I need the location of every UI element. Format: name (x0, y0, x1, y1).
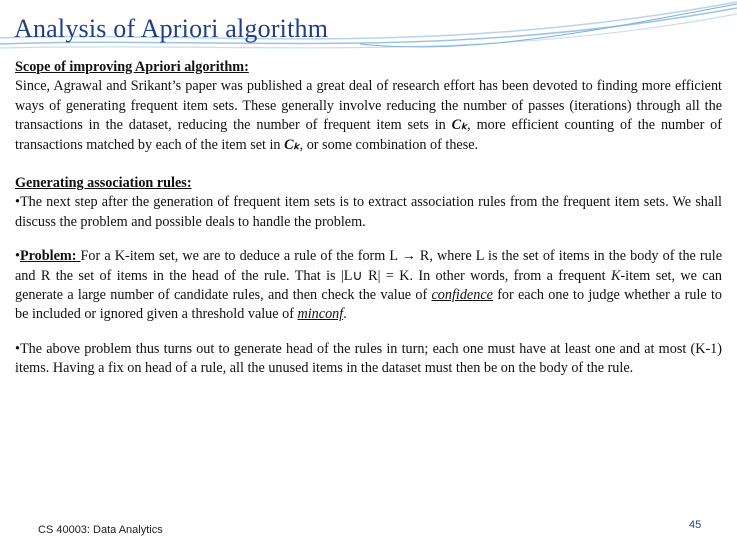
section-heading-rules: Generating association rules: (15, 175, 192, 192)
scope-text-a: Since, Agrawal and Srikant’s paper was published a great deal of research effort has been devoted to finding more efficient ways of generating frequent item sets. These generally involve reducing the number of passes (iterations) through all the transactions in the dataset, reducing the number of frequent item sets in (15, 78, 722, 134)
problem-text-d: . (343, 306, 347, 323)
slide-title: Analysis of Apriori algorithm (14, 14, 329, 43)
page-number: 45 (689, 519, 702, 531)
term-minconf: minconf (297, 306, 344, 323)
scope-paragraph (15, 77, 722, 155)
scope-text-b: , more efficient counting of the number of transactions matched by each of the item set in (15, 117, 722, 153)
term-confidence: confidence (431, 287, 493, 304)
bullet-next-step: •The next step after the generation of frequent item sets is to extract association rules from the frequent item sets. We shall discuss the problem and possible deals to handle the problem. (15, 194, 722, 230)
problem-text-a: For a K-item set, we are to deduce a rule of the form L → R, where L is the set of items in the body of the rule and R the set of items in the head of the rule. That is |L∪ R| = K. In other words, from a frequent (15, 248, 722, 284)
scope-text-c: , or some combination of these. (299, 136, 479, 153)
bullet-problem (15, 247, 722, 325)
math-k: K (610, 267, 621, 284)
section-heading-scope: Scope of improving Apriori algorithm: (15, 59, 249, 75)
math-ck-1: Cₖ (451, 117, 468, 134)
math-ck-2: Cₖ (284, 136, 300, 153)
footer-course: CS 40003: Data Analytics (38, 524, 163, 536)
slide-body (15, 58, 722, 379)
bullet-above-problem: •The above problem thus turns out to generate head of the rules in turn; each one must have at least one and at most (K-1) items. Having a fix on head of a rule, all the unused items in the dataset must then be on the body of the rule. (15, 340, 722, 377)
problem-text-c: for each one to judge whether a rule to be included or ignored given a threshold value of (15, 287, 723, 323)
bullet-marker: • (15, 248, 20, 265)
problem-label: Problem: (19, 248, 81, 265)
problem-text-b: -item set, we can generate a large number of candidate rules, and then check the value of (15, 267, 722, 304)
